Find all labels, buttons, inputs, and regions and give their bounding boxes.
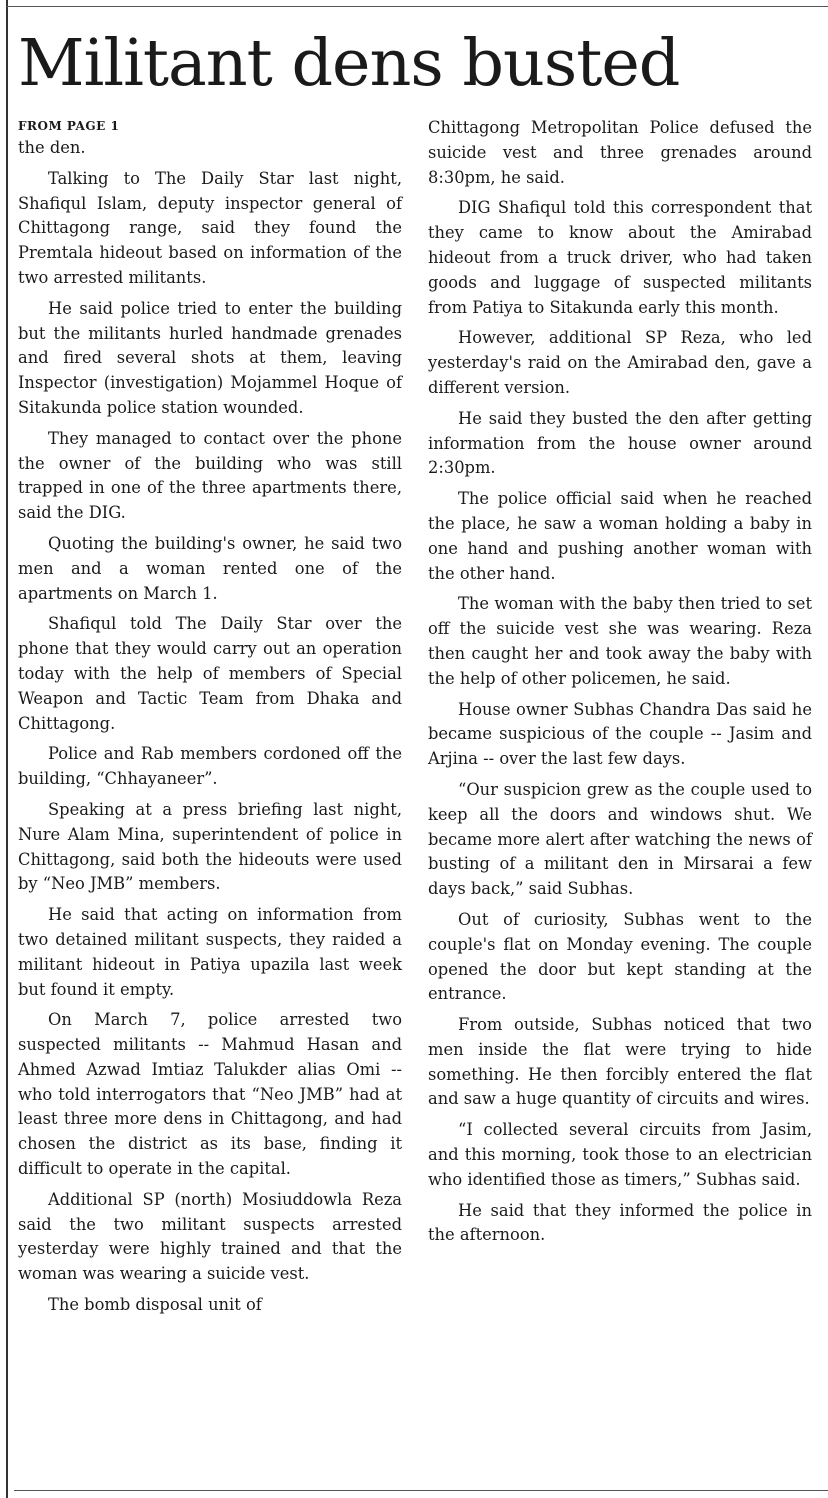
paragraph: He said that acting on information from two detained militant suspects, they raided a militant hideout in Patiya upazila last week but found it empty. — [18, 905, 402, 999]
page-border-left — [6, 0, 8, 1498]
page-border-bottom — [14, 1490, 828, 1491]
paragraph: Quoting the building's owner, he said two men and a woman rented one of the apartments on March 1. — [18, 533, 402, 603]
paragraph: They managed to contact over the phone the owner of the building who was still trapped in one of the three apartments there, said the DIG. — [18, 428, 402, 523]
paragraph: Speaking at a press briefing last night, Nure Alam Mina, superintendent of police in Chittagong, said both the hideouts were used by “Neo JMB” members. — [18, 799, 402, 894]
headline: Militant dens busted — [18, 26, 680, 101]
paragraph: Police and Rab members cordoned off the building, “Chhayaneer”. — [18, 744, 402, 789]
paragraph: He said that they informed the police in the afternoon. — [428, 1200, 812, 1245]
paragraph: House owner Subhas Chandra Das said he became suspicious of the couple -- Jasim and Arjina -- over the last few days. — [428, 699, 812, 769]
paragraph: “Our suspicion grew as the couple used to keep all the doors and windows shut. We became more alert after watching the news of busting of a militant den in Mirsarai a few days back,” said Subhas. — [428, 779, 812, 899]
paragraph: The woman with the baby then tried to set off the suicide vest she was wearing. Reza then caught her and took away the baby with the help of other policemen, he said. — [428, 594, 812, 688]
paragraph: He said they busted the den after getting information from the house owner around 2:30pm. — [428, 408, 812, 478]
paragraph: Chittagong Metropolitan Police defused the suicide vest and three grenades around 8:30pm, he said. — [428, 118, 812, 187]
paragraph: Additional SP (north) Mosiuddowla Reza said the two militant suspects arrested yesterday were highly trained and that the woman was wearing a suicide vest. — [18, 1189, 402, 1284]
article-column-right — [428, 116, 812, 1254]
page-border-top — [6, 6, 828, 7]
article-column-left — [18, 116, 402, 1324]
paragraph: DIG Shafiqul told this correspondent that they came to know about the Amirabad hideout from a truck driver, who had taken goods and luggage of suspected militants from Patiya to Sitakunda early this month. — [428, 198, 812, 317]
paragraph: Out of curiosity, Subhas went to the couple's flat on Monday evening. The couple opened the door but kept standing at the entrance. — [428, 909, 812, 1004]
paragraph: The bomb disposal unit of — [48, 1295, 262, 1315]
paragraph: Talking to The Daily Star last night, Shafiqul Islam, deputy inspector general of Chittagong range, said they found the Premtala hideout based on information of the two arrested militants. — [18, 168, 402, 287]
continuation-kicker: FROM PAGE 1 — [18, 119, 120, 133]
paragraph: The police official said when he reached the place, he saw a woman holding a baby in one hand and pushing another woman with the other hand. — [428, 489, 812, 583]
paragraph: From outside, Subhas noticed that two men inside the flat were trying to hide something. He then forcibly entered the flat and saw a huge quantity of circuits and wires. — [428, 1015, 812, 1109]
paragraph: However, additional SP Reza, who led yesterday's raid on the Amirabad den, gave a different version. — [428, 328, 812, 397]
paragraph: the den. — [18, 138, 86, 157]
paragraph: Shafiqul told The Daily Star over the phone that they would carry out an operation today with the help of members of Special Weapon and Tactic Team from Dhaka and Chittagong. — [18, 614, 402, 733]
paragraph: “I collected several circuits from Jasim, and this morning, took those to an electrician who identified those as timers,” Subhas said. — [428, 1120, 812, 1189]
paragraph: He said police tried to enter the building but the militants hurled handmade grenades and fired several shots at them, leaving Inspector (investigation) Mojammel Hoque of Sitakunda police station wounded. — [18, 298, 402, 417]
paragraph: On March 7, police arrested two suspected militants -- Mahmud Hasan and Ahmed Azwad Imtiaz Talukder alias Omi -- who told interrogators that “Neo JMB” had at least three more dens in Chittagong, and had chosen the district as its base, finding it difficult to operate in the capital. — [18, 1010, 402, 1179]
